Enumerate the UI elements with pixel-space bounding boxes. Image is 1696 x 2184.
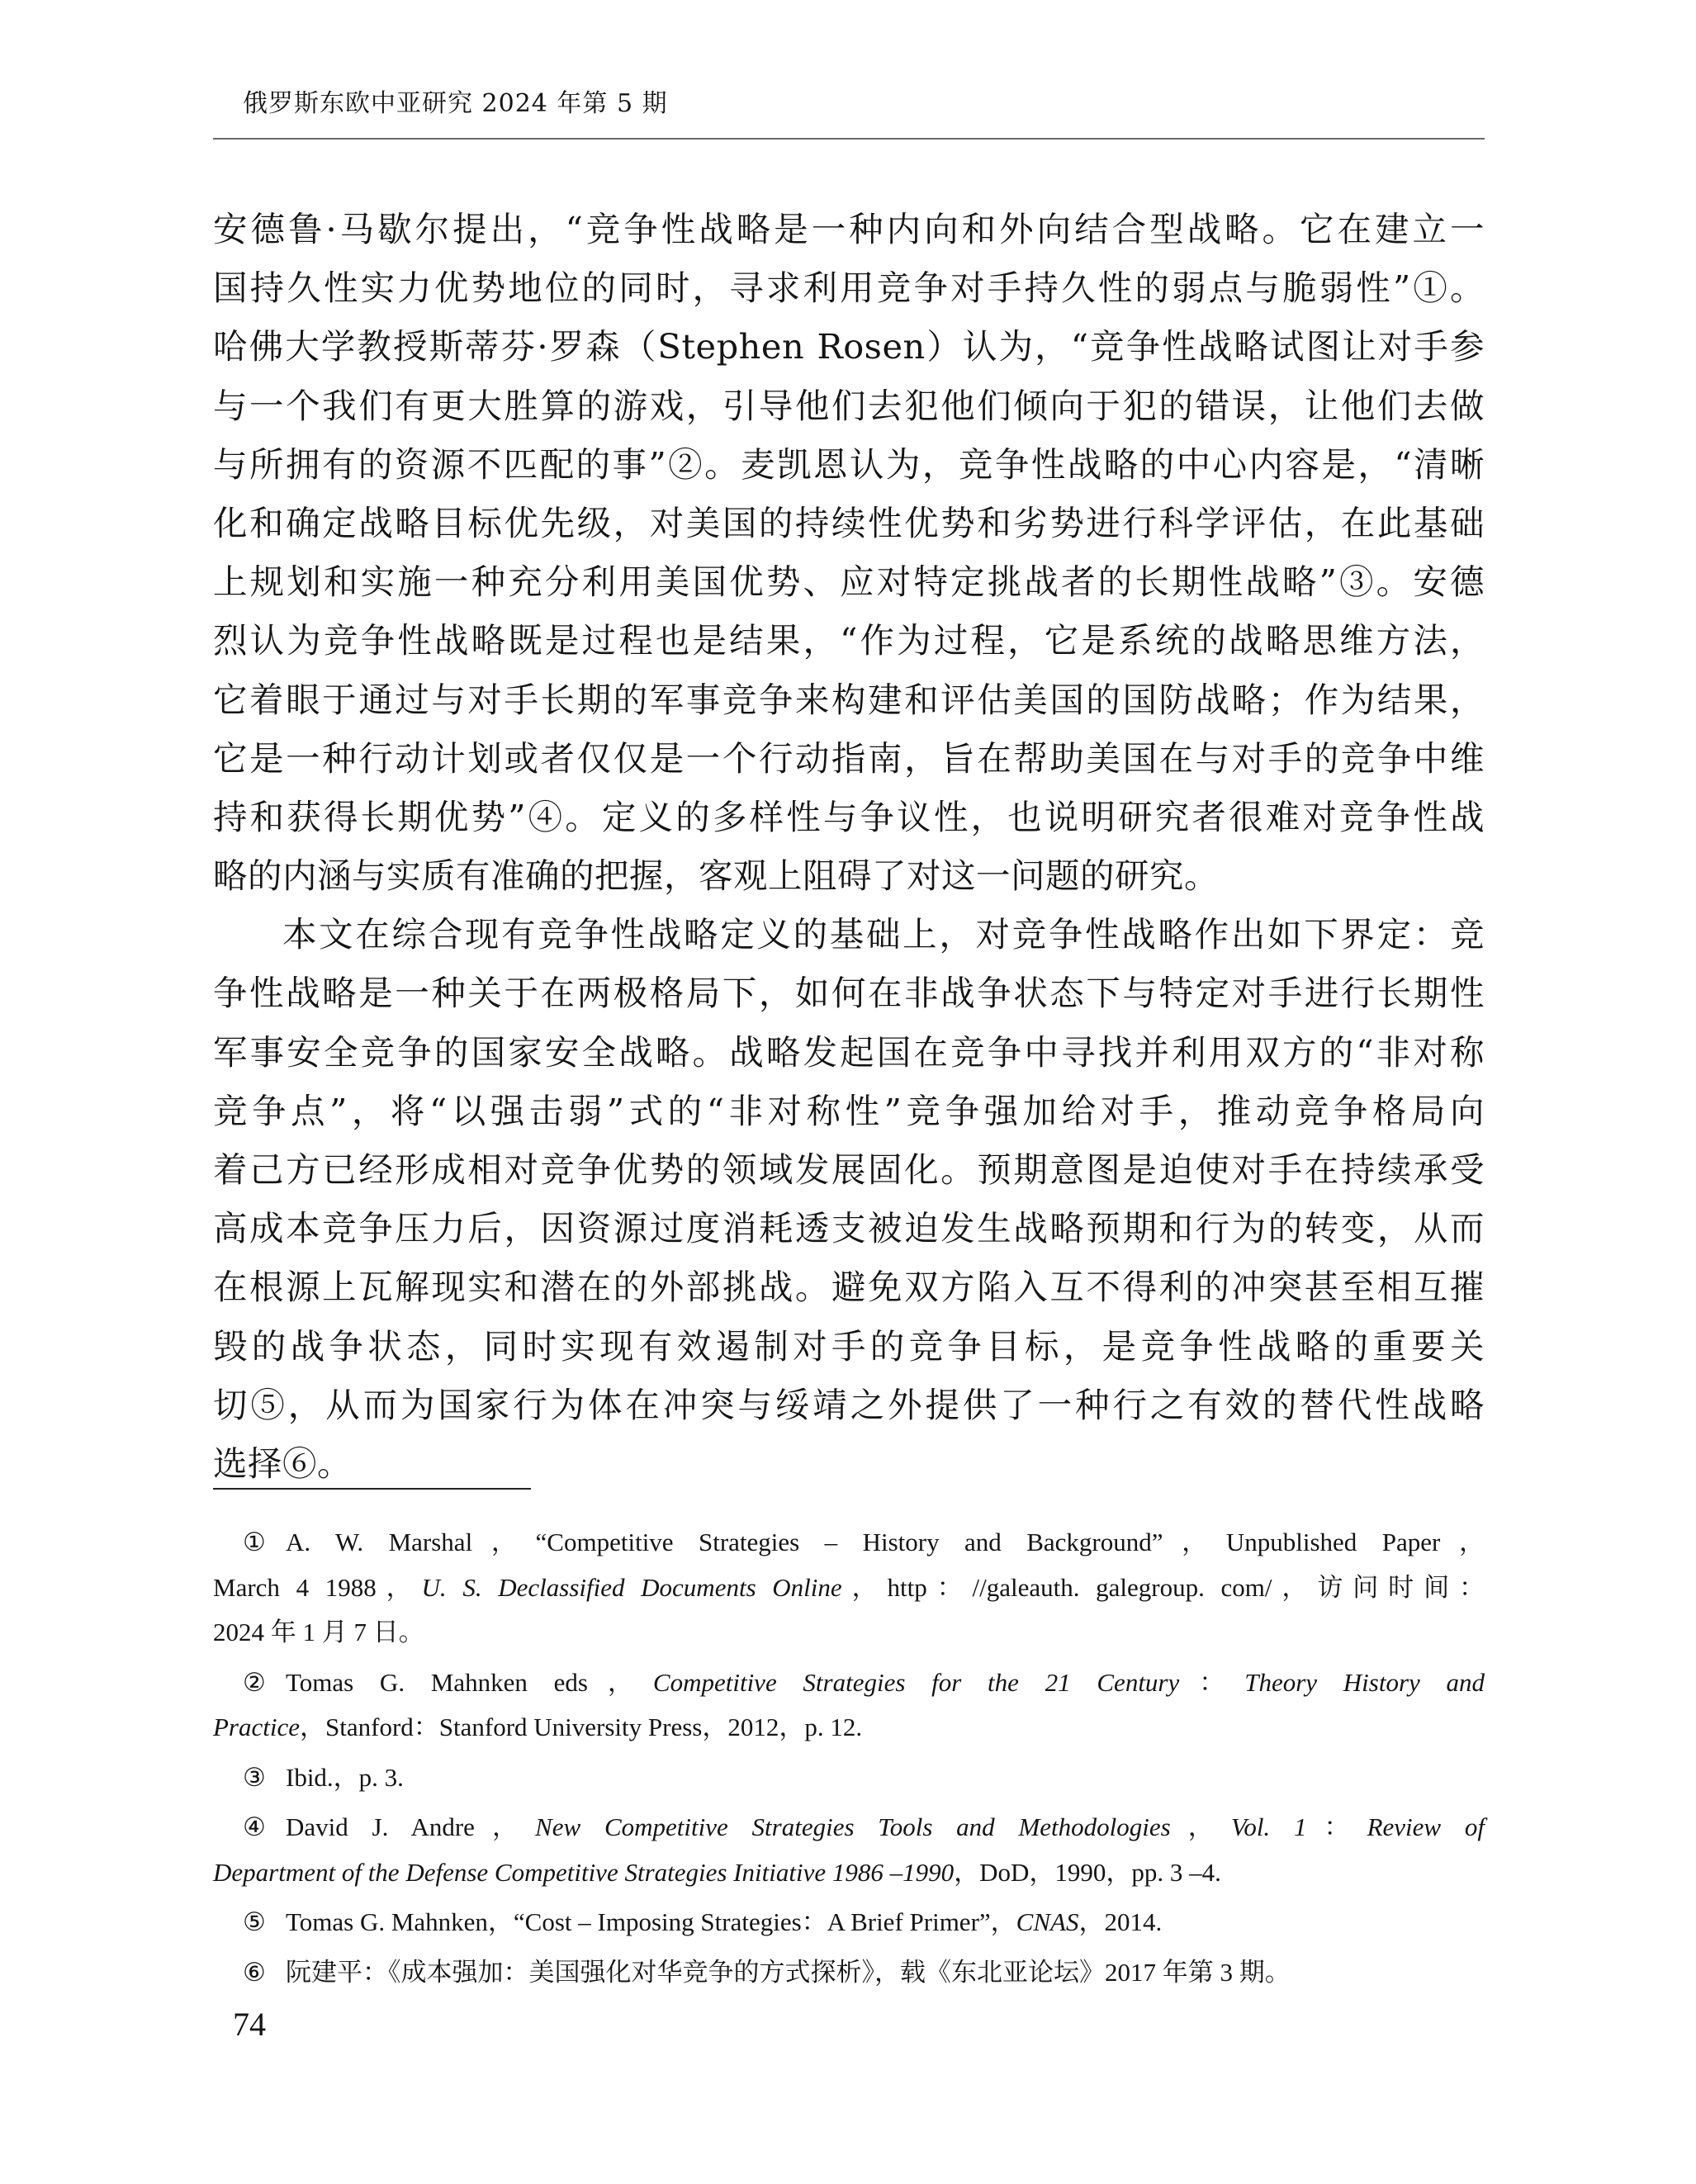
- citation-title: Theory History and: [1244, 1667, 1485, 1697]
- citation-text: A. W. Marshal，“Competitive Strategies – History and Background”，Unpublished Paper，: [286, 1528, 1485, 1556]
- footnote-line: [213, 1755, 1485, 1801]
- citation-text: ，2014.: [1078, 1907, 1163, 1936]
- citation-text: ：: [1306, 1812, 1367, 1841]
- citation-title: Practice: [213, 1713, 301, 1741]
- text-line: 着己方已经形成相对竞争优势的领域发展固化。预期意图是迫使对手在持续承受: [213, 1149, 1485, 1190]
- citation-text: ：: [1179, 1667, 1245, 1697]
- footnote-line: [213, 1950, 1485, 1996]
- footnote: [213, 1900, 1485, 1945]
- citation-title: New Competitive Strategies Tools and Methodologies: [535, 1812, 1171, 1841]
- citation-title: Vol. 1: [1230, 1812, 1307, 1841]
- citation-text: ，Stanford：Stanford University Press，2012，p. 12.: [300, 1713, 863, 1741]
- text-line: 哈佛大学教授斯蒂芬·罗森（Stephen Rosen）认为，“竞争性战略试图让对手参: [213, 326, 1485, 367]
- footnote-line: [213, 1705, 1485, 1751]
- footnote-line: [213, 1805, 1485, 1850]
- footnote-marker: ⑥: [243, 1957, 266, 1987]
- footnote: [213, 1661, 1485, 1751]
- paragraph: [213, 200, 1485, 905]
- text-line: 国持久性实力优势地位的同时，寻求利用竞争对手持久性的弱点与脆弱性”①。: [213, 268, 1485, 309]
- running-header: 俄罗斯东欧中亚研究 2024 年第 5 期: [243, 89, 668, 118]
- footnote-marker: ④: [243, 1812, 266, 1841]
- paragraph: [213, 905, 1485, 1493]
- text-line: 化和确定战略目标优先级，对美国的持续性优势和劣势进行科学评估，在此基础: [213, 502, 1485, 543]
- text-line: 毁的战争状态，同时实现有效遏制对手的竞争目标，是竞争性战略的重要关: [213, 1325, 1485, 1367]
- body-text: [213, 200, 1485, 1493]
- text-line: 它是一种行动计划或者仅仅是一个行动指南，旨在帮助美国在与对手的竞争中维: [213, 737, 1485, 779]
- text-line: 安德鲁·马歇尔提出，“竞争性战略是一种内向和外向结合型战略。它在建立一: [213, 209, 1485, 249]
- footnote-line: [213, 1900, 1485, 1945]
- citation-text: ，DoD，1990，pp. 3 –4.: [954, 1857, 1221, 1887]
- citation-text: ，http：//galeauth. galegroup. com/，访问时间：: [841, 1572, 1485, 1602]
- text-line: 它着眼于通过与对手长期的军事竞争来构建和评估美国的国防战略；作为结果，: [213, 679, 1485, 720]
- header-divider: [213, 138, 1485, 140]
- footnote: [213, 1805, 1485, 1895]
- citation-title: Department of the Defense Competitive Strategies Initiative 1986 –1990: [213, 1857, 955, 1887]
- citation-text: David J. Andre，: [286, 1812, 536, 1841]
- footnote: [213, 1755, 1485, 1801]
- citation-title: Review of: [1367, 1812, 1485, 1841]
- text-line: 与所拥有的资源不匹配的事”②。麦凯恩认为，竞争性战略的中心内容是，“清晰: [213, 443, 1485, 485]
- citation-text: Tomas G. Mahnken eds，: [286, 1667, 653, 1697]
- citation-text: 2024 年 1 月 7 日。: [213, 1618, 424, 1646]
- text-line: 持和获得长期优势”④。定义的多样性与争议性，也说明研究者很难对竞争性战: [213, 796, 1485, 837]
- footnote: [213, 1520, 1485, 1656]
- footnote-line: [213, 1661, 1485, 1706]
- footnote-marker: ③: [243, 1762, 266, 1792]
- footnote-divider: [213, 1488, 531, 1490]
- footnotes: [213, 1520, 1485, 1995]
- citation-text: Ibid.，p. 3.: [286, 1762, 404, 1792]
- citation-text: 阮建平：《成本强加：美国强化对华竞争的方式探析》，载《东北亚论坛》2017 年第 3 期。: [286, 1957, 1291, 1987]
- text-line: 高成本竞争压力后，因资源过度消耗透支被迫发生战略预期和行为的转变，从而: [213, 1208, 1485, 1249]
- text-line: 与一个我们有更大胜算的游戏，引导他们去犯他们倾向于犯的错误，让他们去做: [213, 385, 1485, 426]
- text-line: 竞争点”，将“以强击弱”式的“非对称性”竞争强加给对手，推动竞争格局向: [213, 1090, 1485, 1131]
- text-line: 烈认为竞争性战略既是过程也是结果，“作为过程，它是系统的战略思维方法，: [213, 620, 1485, 661]
- footnote-marker: ⑤: [243, 1907, 266, 1936]
- text-line: 选择⑥。: [213, 1443, 353, 1484]
- citation-title: Competitive Strategies for the 21 Century: [652, 1667, 1180, 1697]
- text-line: 在根源上瓦解现实和潜在的外部挑战。避免双方陷入互不得利的冲突甚至相互摧: [213, 1267, 1485, 1308]
- footnote-line: [213, 1520, 1485, 1566]
- citation-text: March 4 1988，: [213, 1572, 422, 1602]
- text-line: 军事安全竞争的国家安全战略。战略发起国在竞争中寻找并利用双方的“非对称: [213, 1031, 1485, 1073]
- citation-text: ，: [1170, 1812, 1231, 1841]
- citation-text: Tomas G. Mahnken，“Cost – Imposing Strategies：A Brief Primer”，: [286, 1907, 1016, 1936]
- footnote-line: [213, 1850, 1485, 1896]
- footnote-line: [213, 1566, 1485, 1611]
- page-number: 74: [233, 2006, 266, 2043]
- text-line: 本文在综合现有竞争性战略定义的基础上，对竞争性战略作出如下界定：竞: [282, 914, 1485, 955]
- text-line: 争性战略是一种关于在两极格局下，如何在非战争状态下与特定对手进行长期性: [213, 973, 1485, 1014]
- text-line: 切⑤，从而为国家行为体在冲突与绥靖之外提供了一种行之有效的替代性战略: [213, 1384, 1485, 1425]
- footnote-marker: ②: [243, 1667, 266, 1697]
- footnote-marker: ①: [243, 1528, 266, 1556]
- footnote: [213, 1950, 1485, 1996]
- citation-title: U. S. Declassified Documents Online: [421, 1572, 842, 1602]
- footnote-line: [213, 1610, 1485, 1656]
- text-line: 略的内涵与实质有准确的把握，客观上阻碍了对这一问题的研究。: [213, 855, 1220, 897]
- citation-title: CNAS: [1016, 1907, 1079, 1936]
- text-line: 上规划和实施一种充分利用美国优势、应对特定挑战者的长期性战略”③。安德: [213, 561, 1485, 603]
